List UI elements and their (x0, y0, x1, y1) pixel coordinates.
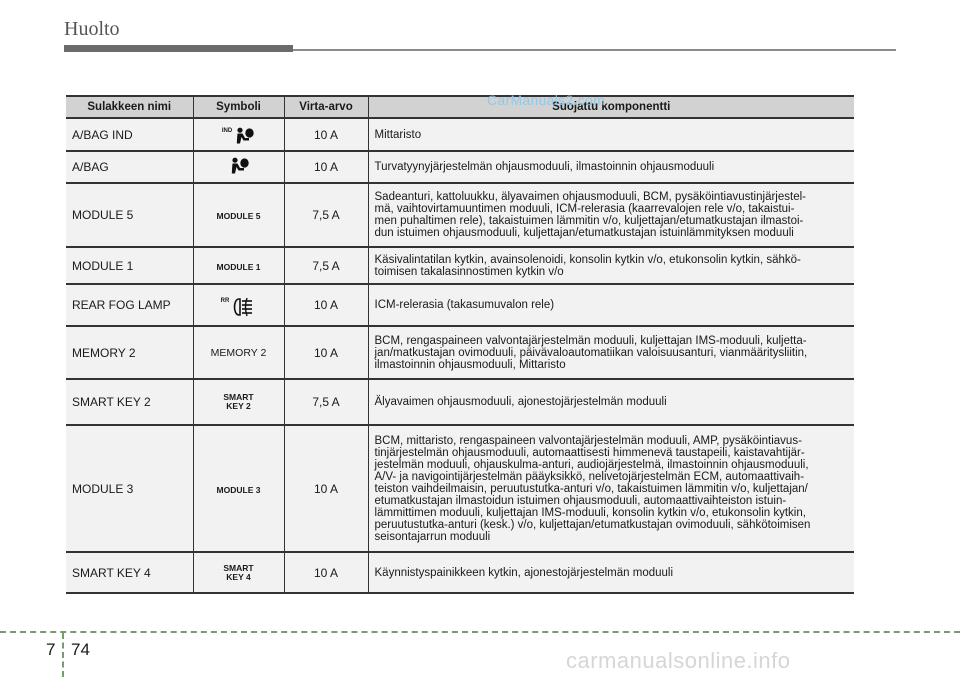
protected-component: Sadeanturi, kattoluukku, älyavaimen ohjausmoduuli, BCM, pysäköintiavustinjärjestel- mä, vaihtovirtamuuntimen moduuli, ICM-relerasia (kaarrevalojen rele v/o, takaistui- men puhaltimen rele), takaistuimen lämmitin v/o, kuljettajan/etumatkustajan ilmastoi- dun istuimen ohjausmoduuli, kuljettajan/etumatkustajan istuinlämmityksen moduuli (368, 183, 854, 247)
table-header-row (66, 96, 854, 118)
fuse-name: REAR FOG LAMP (66, 284, 193, 326)
symbol-label: SMART KEY 4 (223, 562, 254, 582)
fuse-rating: 10 A (284, 425, 368, 552)
fuse-rating: 10 A (284, 284, 368, 326)
protected-component: Turvatyynyjärjestelmän ohjausmoduuli, ilmastoinnin ohjausmoduuli (368, 151, 854, 183)
fuse-symbol (193, 326, 284, 379)
fuse-table (66, 95, 854, 594)
fuse-name: A/BAG (66, 151, 193, 183)
fuse-name: MODULE 5 (66, 183, 193, 247)
header-current-rating: Virta-arvo (284, 96, 368, 118)
fuse-name: MODULE 3 (66, 425, 193, 552)
fuse-symbol (193, 284, 284, 326)
fuse-rating: 7,5 A (284, 379, 368, 425)
fuse-name: SMART KEY 4 (66, 552, 193, 593)
symbol-label: SMART KEY 2 (223, 392, 254, 411)
protected-component: Käsivalintatilan kytkin, avainsolenoidi, konsolin kytkin v/o, etukonsolin kytkin, sähkö- toimisen takalasinnostimen kytkin v/o (368, 247, 854, 284)
watermark-top: CarManuals2.com (487, 92, 606, 108)
title-rule-thick (64, 45, 293, 52)
table-row (66, 552, 854, 593)
symbol-label: MODULE 3 (216, 484, 261, 495)
table-row (66, 183, 854, 247)
table-row (66, 284, 854, 326)
fuse-name: MEMORY 2 (66, 326, 193, 379)
fuse-symbol (193, 151, 284, 183)
fuse-name: A/BAG IND (66, 118, 193, 151)
protected-component: Älyavaimen ohjausmoduuli, ajonestojärjestelmän moduuli (368, 379, 854, 425)
fuse-rating: 10 A (284, 118, 368, 151)
watermark-bottom: carmanualsonline.info (566, 648, 791, 673)
symbol-superscript: IND (221, 128, 233, 134)
fuse-symbol (193, 379, 284, 425)
fuse-name: MODULE 1 (66, 247, 193, 284)
fuse-symbol (193, 183, 284, 247)
protected-component: Mittaristo (368, 118, 854, 151)
symbol-superscript: RR (220, 297, 230, 304)
protected-component: ICM-relerasia (takasumuvalon rele) (368, 284, 854, 326)
footer-rule (0, 631, 960, 633)
protected-component: BCM, mittaristo, rengaspaineen valvontajärjestelmän moduuli, AMP, pysäköintiavus- tinjärjestelmän ohjausmoduuli, automaattisesti himmenevä taustapeili, kaistavahtijär- jestelmän moduuli, ohjauskulma-anturi, audiojärjestelmä, ilmastoinnin ohjausmoduuli, A/V- ja navigointijärjestelmän pääyksikkö, nelivetojärjestelmän ECM, automaattivaih- teiston vaihdeilmaisin, peruutustutka-anturi v/o, takaistuimen lämmitin v/o, kuljettajan/ etumatkustajan ilmastoidun istuimen ohjausmoduuli, automaattivaihteiston istuin- lämmittimen moduuli, kuljettajan IMS-moduuli, konsolin kytkin v/o, etukonsolin kytkin, peruutustutka-anturi (kesk.) v/o, kuljettajan/etumatkustajan ovimoduuli, sähkötoimisen seisontajarrun moduuli (368, 425, 854, 552)
header-fuse-name: Sulakkeen nimi (66, 96, 193, 118)
fuse-rating: 7,5 A (284, 247, 368, 284)
table-row (66, 151, 854, 183)
header-symbol: Symboli (193, 96, 284, 118)
table-row (66, 118, 854, 151)
symbol-label: MODULE 1 (216, 261, 261, 272)
page-number: 74 (71, 640, 90, 659)
table-row (66, 379, 854, 425)
table-row (66, 326, 854, 379)
fuse-rating: 7,5 A (284, 183, 368, 247)
table-row (66, 247, 854, 284)
fuse-symbol (193, 552, 284, 593)
fuse-name: SMART KEY 2 (66, 379, 193, 425)
rear-fog-lamp-icon (221, 297, 257, 319)
header-protected-component: Suojattu komponentti (368, 96, 854, 118)
protected-component: BCM, rengaspaineen valvontajärjestelmän moduuli, kuljettajan IMS-moduuli, kuljetta- jan/matkustajan ovimoduuli, päivävaloautomatiikan valoisuusanturi, vianmääritysliitin, ilmastoinnin ohjausmoduuli, Mittaristo (368, 326, 854, 379)
table-row (66, 425, 854, 552)
title-rule-thin (293, 49, 896, 51)
fuse-rating: 10 A (284, 326, 368, 379)
symbol-label: MODULE 5 (216, 211, 261, 221)
airbag-icon (222, 127, 255, 147)
fuse-symbol (193, 118, 284, 151)
fuse-symbol (193, 425, 284, 552)
protected-component: Käynnistyspainikkeen kytkin, ajonestojärjestelmän moduuli (368, 552, 854, 593)
symbol-label: MEMORY 2 (210, 347, 267, 359)
fuse-rating: 10 A (284, 151, 368, 183)
fuse-symbol (193, 247, 284, 284)
footer-divider (62, 633, 64, 677)
fuse-rating: 10 A (284, 552, 368, 593)
airbag-icon (228, 157, 250, 177)
chapter-number: 7 (46, 640, 56, 659)
section-title: Huolto (64, 18, 120, 40)
